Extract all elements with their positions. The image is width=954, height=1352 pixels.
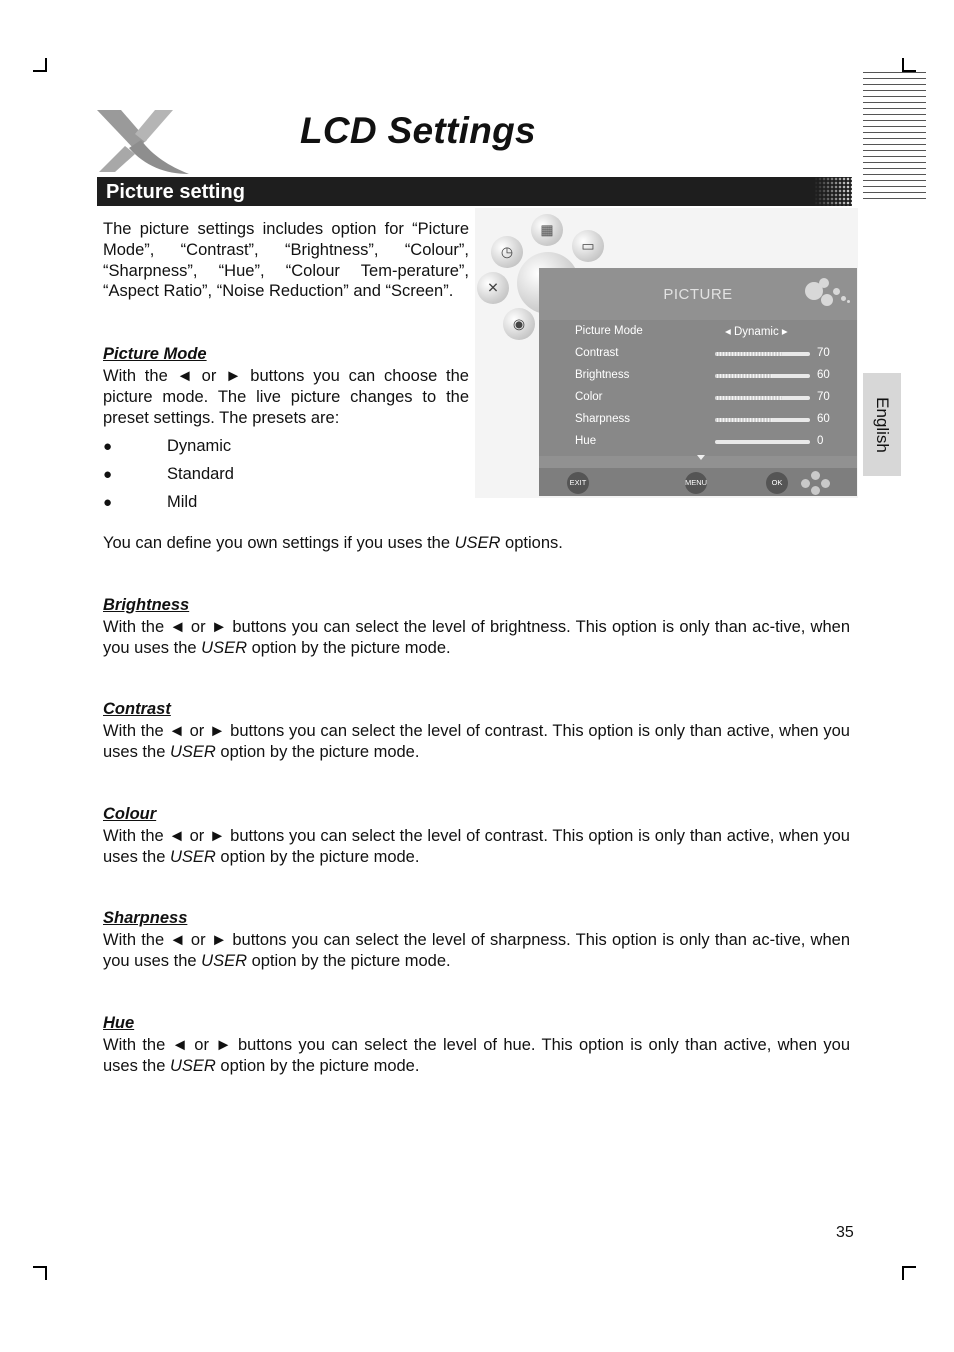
scroll-down-icon[interactable] xyxy=(697,455,705,460)
colour-body xyxy=(103,826,850,868)
section-title: Picture setting xyxy=(106,181,245,203)
level-slider[interactable] xyxy=(715,396,810,400)
body-text-end: option by the picture mode. xyxy=(247,951,451,970)
menu-button[interactable]: MENU xyxy=(685,472,707,494)
osd-row-value: 70 xyxy=(817,391,830,403)
hue-heading: Hue xyxy=(103,1014,135,1032)
list-item xyxy=(103,488,234,516)
ok-button[interactable]: OK xyxy=(766,472,788,494)
preset-label: Mild xyxy=(167,492,198,511)
bubbles-decoration xyxy=(805,276,855,310)
osd-row-sharpness[interactable] xyxy=(575,410,845,430)
picture-mode-value: Dynamic xyxy=(733,326,779,338)
user-keyword: USER xyxy=(201,951,247,970)
dpad-icon[interactable] xyxy=(801,471,831,495)
brand-logo-icon xyxy=(95,108,191,176)
osd-row-hue[interactable] xyxy=(575,432,845,452)
speaker-circle-icon: ◉ xyxy=(503,308,535,340)
settings-circle-icon: ▦ xyxy=(531,214,563,246)
body-text: With the ◄ or ► buttons you can select the level of contrast. This option is only than active, when you uses the xyxy=(103,827,850,866)
sharpness-body xyxy=(103,930,850,972)
body-text: With the ◄ or ► buttons you can select the level of sharpness. This option is only than ac-tive, when you uses the xyxy=(103,931,850,970)
osd-row-value: 60 xyxy=(817,369,830,381)
preset-list xyxy=(103,432,234,516)
crop-mark-top-left xyxy=(33,58,47,72)
body-text-end: option by the picture mode. xyxy=(247,638,451,657)
slider-fill xyxy=(715,374,772,378)
intro-paragraph: The picture settings includes option for “Picture Mode”, “Contrast”, “Brightness”, “Colour”, “Sharpness”, “Hue”, “Colour Tem-perature”, “Aspect Ratio”, “Noise Reduction” and “Screen”. xyxy=(103,220,469,301)
page-title: LCD Settings xyxy=(300,110,536,151)
osd-row-value: 0 xyxy=(817,435,824,447)
tools-circle-icon: ✕ xyxy=(477,272,509,304)
preset-label: Standard xyxy=(167,464,234,483)
level-slider[interactable] xyxy=(715,374,810,378)
colour-heading: Colour xyxy=(103,805,157,823)
picture-mode-body: With the ◄ or ► buttons you can choose the picture mode. The live picture changes to the preset settings. The presets are: xyxy=(103,367,469,427)
osd-row-label: Picture Mode xyxy=(575,325,643,337)
slider-fill xyxy=(715,352,782,356)
bullet-icon: ● xyxy=(103,493,113,511)
user-keyword: USER xyxy=(201,638,247,657)
user-keyword: USER xyxy=(169,742,216,761)
level-slider[interactable] xyxy=(715,440,810,444)
osd-row-label: Contrast xyxy=(575,347,619,359)
osd-row-contrast[interactable] xyxy=(575,344,845,364)
halftone-decoration xyxy=(814,177,852,206)
osd-row-label: Color xyxy=(575,391,603,403)
user-keyword: USER xyxy=(454,534,501,552)
body-text: With the ◄ or ► buttons you can select the level of brightness. This option is only than ac-tive, when you uses the xyxy=(103,618,850,657)
body-text: With the ◄ or ► buttons you can select the level of contrast. This option is only than active, when you uses the xyxy=(103,722,850,761)
language-label: English xyxy=(873,396,892,453)
slider-fill xyxy=(715,396,782,400)
osd-rows xyxy=(539,320,857,456)
section-header-bar xyxy=(97,177,852,206)
body-text-end: option by the picture mode. xyxy=(215,742,420,761)
level-slider[interactable] xyxy=(715,352,810,356)
body-text-end: option by the picture mode. xyxy=(215,847,420,866)
hue-body xyxy=(103,1035,850,1077)
user-note xyxy=(103,533,853,554)
decorative-stripes xyxy=(863,72,926,200)
osd-title: PICTURE xyxy=(663,286,733,303)
osd-row-value: 60 xyxy=(817,413,830,425)
language-tab xyxy=(863,373,901,476)
list-item xyxy=(103,432,234,460)
slider-fill xyxy=(715,418,772,422)
user-note-text-end: options. xyxy=(500,534,563,552)
picture-mode-heading: Picture Mode xyxy=(103,345,207,363)
page-number: 35 xyxy=(836,1224,854,1241)
contrast-heading: Contrast xyxy=(103,700,171,718)
brightness-heading: Brightness xyxy=(103,596,190,614)
crop-mark-bottom-left xyxy=(33,1266,47,1280)
osd-row-brightness[interactable] xyxy=(575,366,845,386)
bullet-icon: ● xyxy=(103,465,113,483)
osd-row-picture-mode[interactable] xyxy=(575,322,845,342)
crop-mark-bottom-right xyxy=(902,1266,916,1280)
exit-button[interactable]: EXIT xyxy=(567,472,589,494)
osd-row-color[interactable] xyxy=(575,388,845,408)
list-item xyxy=(103,460,234,488)
contrast-body xyxy=(103,721,850,763)
osd-picture-menu xyxy=(539,268,857,496)
osd-row-value: 70 xyxy=(817,347,830,359)
brightness-body xyxy=(103,617,850,659)
osd-footer xyxy=(539,468,857,496)
osd-row-label: Sharpness xyxy=(575,413,630,425)
picture-circle-icon: ▭ xyxy=(572,230,604,262)
picture-mode-selector[interactable]: ◂ Dynamic ▸ xyxy=(725,326,788,338)
user-keyword: USER xyxy=(169,1056,216,1075)
level-slider[interactable] xyxy=(715,418,810,422)
body-text: With the ◄ or ► buttons you can select the level of hue. This option is only than active, when you uses the xyxy=(103,1036,850,1075)
bullet-icon: ● xyxy=(103,437,113,455)
user-note-text: You can define you own settings if you uses the xyxy=(103,534,455,552)
preset-label: Dynamic xyxy=(167,436,232,455)
osd-row-label: Hue xyxy=(575,435,597,447)
user-keyword: USER xyxy=(169,847,216,866)
clock-circle-icon: ◷ xyxy=(491,236,523,268)
crop-mark-top-right xyxy=(902,58,916,72)
sharpness-heading: Sharpness xyxy=(103,909,188,927)
osd-row-label: Brightness xyxy=(575,369,630,381)
body-text-end: option by the picture mode. xyxy=(215,1056,420,1075)
